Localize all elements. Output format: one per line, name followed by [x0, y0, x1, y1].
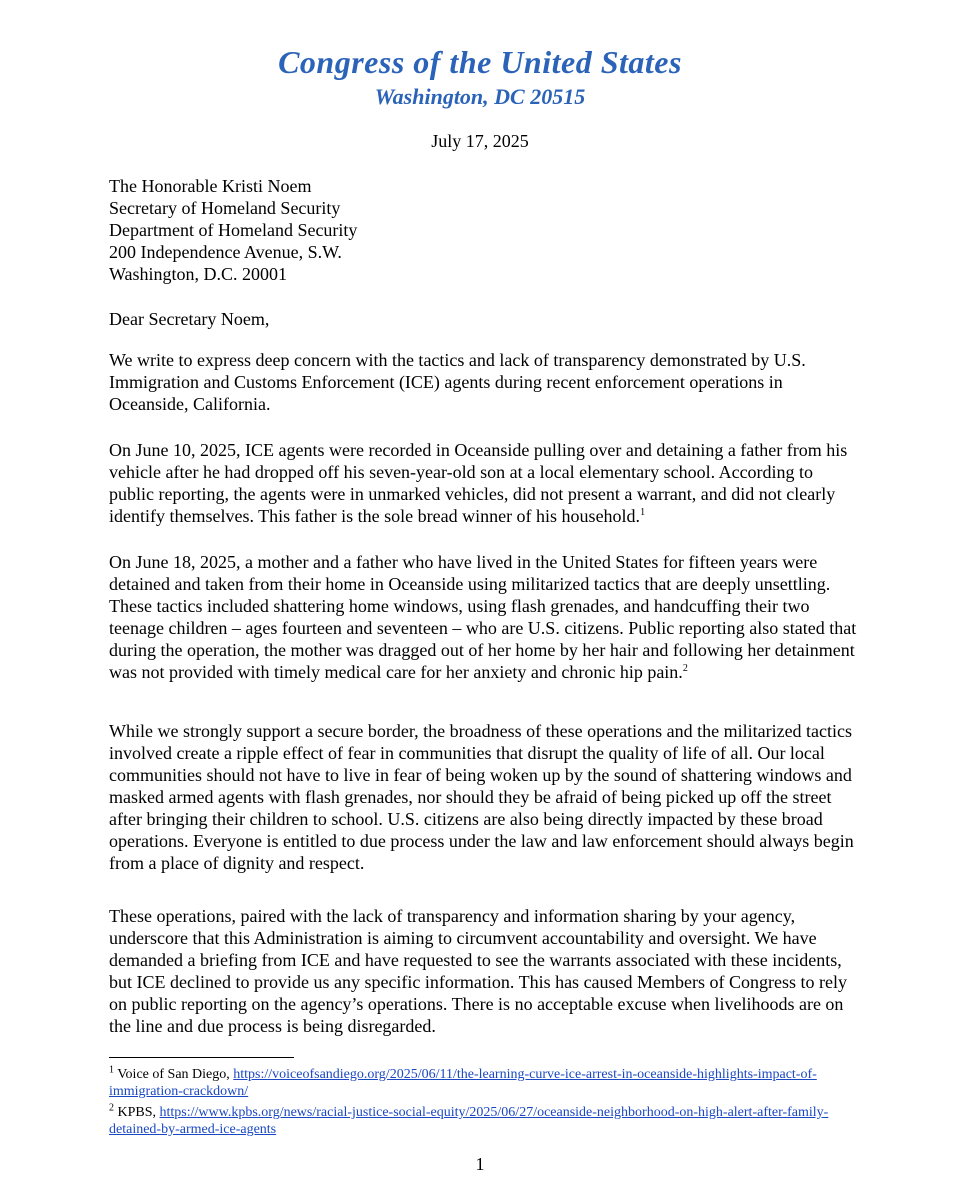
- body-paragraph-4: While we strongly support a secure border, the broadness of these operations and the militarized tactics involved create a ripple effect of fear in communities that disrupt the quality of life of all. Our local communities should not have to live in fear of being woken up by the sound of shattering windows and masked armed agents with flash grenades, nor should they be afraid of being picked up off the street after bringing their children to school. U.S. citizens are also being directly impacted by these broad operations. Everyone is entitled to due process under the law and law enforcement should always begin from a place of dignity and respect.: [109, 721, 854, 873]
- salutation: Dear Secretary Noem,: [109, 309, 270, 329]
- body-paragraph-5: These operations, paired with the lack of transparency and information sharing by your agency, underscore that this Administration is aiming to circumvent accountability and oversight. We have demanded a briefing from ICE and have requested to see the warrants associated with these incidents, but ICE declined to provide us any specific information. This has caused Members of Congress to rely on public reporting on the agency’s operations. There is no acceptable excuse when livelihoods are on the line and due process is being disregarded.: [109, 906, 847, 1036]
- footnote-divider: [109, 1057, 294, 1058]
- footnote-1-source: Voice of San Diego,: [117, 1067, 234, 1082]
- page-number: 1: [475, 1154, 485, 1174]
- recipient-street: 200 Independence Avenue, S.W.: [109, 242, 342, 262]
- footnote-2: [109, 1104, 869, 1138]
- footnote-ref-2[interactable]: 2: [682, 663, 688, 674]
- footnote-2-number: 2: [109, 1102, 114, 1114]
- paragraph-2-text: On June 10, 2025, ICE agents were recorded in Oceanside pulling over and detaining a father from his vehicle after he had dropped off his seven-year-old son at a local elementary school. According to public reporting, the agents were in unmarked vehicles, did not present a warrant, and did not clearly identify themselves. This father is the sole bread winner of his household.: [109, 440, 848, 526]
- recipient-name: The Honorable Kristi Noem: [109, 176, 312, 196]
- footnote-1-number: 1: [109, 1064, 114, 1076]
- body-paragraph-1: We write to express deep concern with the tactics and lack of transparency demonstrated by U.S. Immigration and Customs Enforcement (ICE) agents during recent enforcement operations in Oceanside, California.: [109, 350, 806, 414]
- footnote-1-link[interactable]: https://voiceofsandiego.org/2025/06/11/the-learning-curve-ice-arrest-in-oceanside-highlights-impact-of-immigration-crackdown/: [109, 1067, 817, 1099]
- footnote-1: [109, 1066, 869, 1100]
- recipient-title: Secretary of Homeland Security: [109, 198, 341, 218]
- footnote-ref-1[interactable]: 1: [640, 507, 646, 518]
- recipient-address-block: [109, 175, 357, 285]
- body-paragraph-2: [109, 439, 861, 527]
- letter-date: July 17, 2025: [431, 131, 529, 151]
- recipient-city: Washington, D.C. 20001: [109, 264, 288, 284]
- paragraph-3-text: On June 18, 2025, a mother and a father who have lived in the United States for fifteen years were detained and taken from their home in Oceanside using militarized tactics that are deeply unsettling. These tactics included shattering home windows, using flash grenades, and handcuffing their two teenage children – ages fourteen and seventeen – who are U.S. citizens. Public reporting also stated that during the operation, the mother was dragged out of her home by her hair and following her detainment was not provided with timely medical care for her anxiety and chronic hip pain.: [109, 552, 857, 682]
- footnote-2-link[interactable]: https://www.kpbs.org/news/racial-justice-social-equity/2025/06/27/oceanside-neighborhood-on-high-alert-after-family-detained-by-armed-ice-agents: [109, 1105, 829, 1137]
- letterhead-address: Washington, DC 20515: [374, 84, 586, 109]
- body-paragraph-3: [109, 551, 861, 683]
- footnote-2-source: KPBS,: [117, 1105, 160, 1120]
- letterhead-title: Congress of the United States: [278, 44, 682, 80]
- recipient-department: Department of Homeland Security: [109, 220, 358, 240]
